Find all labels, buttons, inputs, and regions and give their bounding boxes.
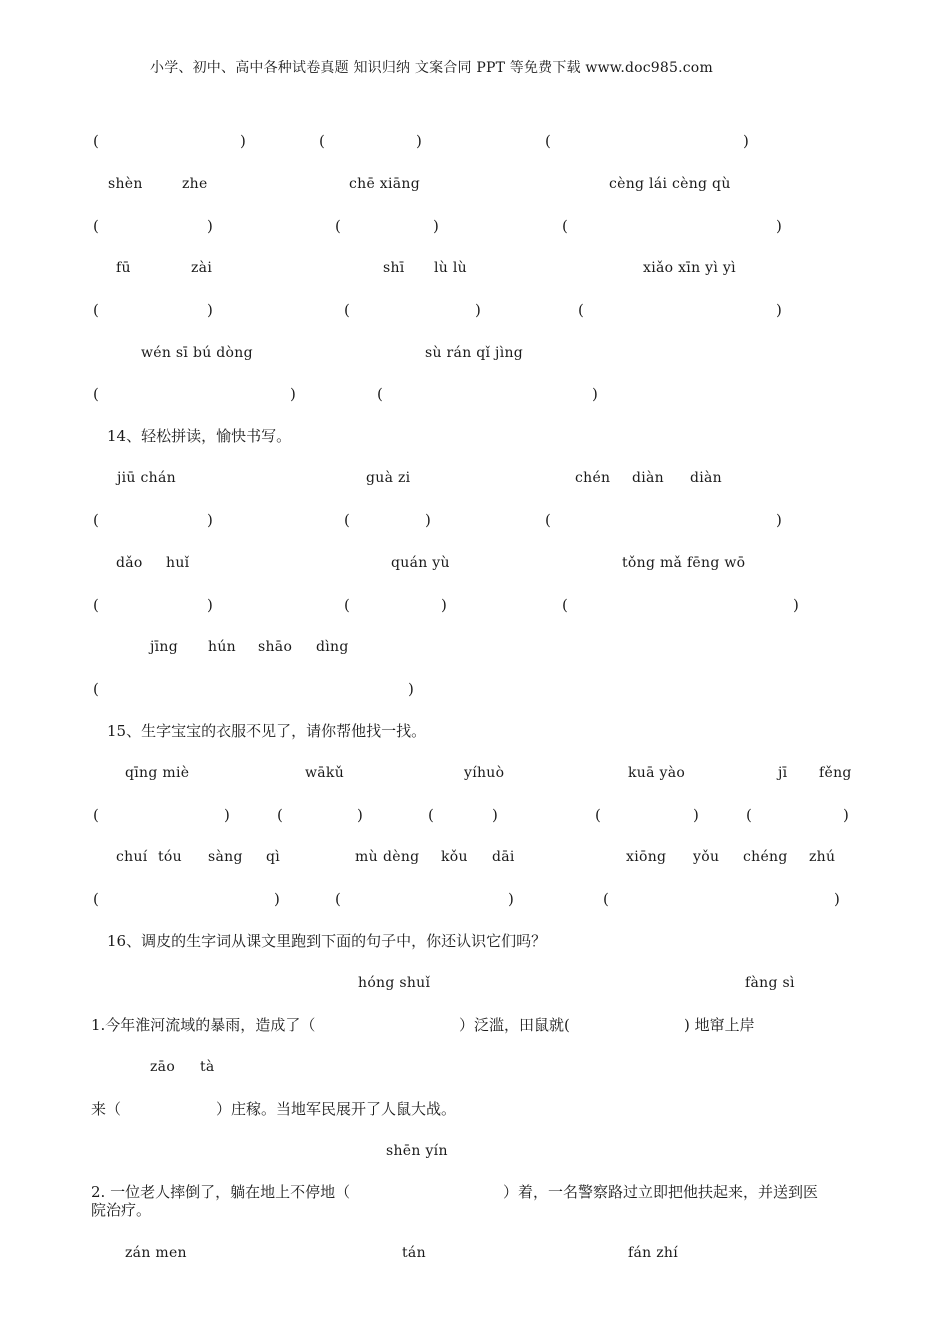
answer-paren-close: ) <box>843 806 849 824</box>
pinyin-prompt: lù lù <box>434 260 467 276</box>
answer-paren-open: ( <box>377 385 383 403</box>
pinyin-prompt: kǒu <box>441 849 468 865</box>
answer-paren-open: ( <box>562 596 568 614</box>
answer-paren-close: ) <box>290 385 296 403</box>
pinyin-prompt: shī <box>383 260 405 276</box>
sentence-text: ）庄稼。当地军民展开了人鼠大战。 <box>216 1100 457 1118</box>
answer-paren-close: ) <box>776 301 782 319</box>
answer-paren-open: ( <box>545 511 551 529</box>
pinyin-prompt: zán men <box>125 1245 187 1261</box>
pinyin-prompt: tà <box>200 1059 215 1075</box>
answer-paren-open: ( <box>93 301 99 319</box>
sentence-text: 2. 一位老人摔倒了，躺在地上不停地（ <box>91 1183 351 1201</box>
answer-paren-open: ( <box>746 806 752 824</box>
pinyin-prompt: fán zhí <box>628 1245 678 1261</box>
pinyin-prompt: zài <box>191 260 213 276</box>
answer-paren-open: ( <box>93 132 99 150</box>
answer-paren-open: ( <box>595 806 601 824</box>
pinyin-prompt: yǒu <box>693 849 720 865</box>
answer-paren-open: ( <box>93 217 99 235</box>
pinyin-prompt: guà zi <box>366 470 411 486</box>
answer-paren-close: ) <box>592 385 598 403</box>
pinyin-prompt: hún <box>208 639 236 655</box>
answer-paren-close: ) <box>357 806 363 824</box>
pinyin-prompt: xiǎo xīn yì yì <box>643 260 736 276</box>
pinyin-prompt: wén sī bú dòng <box>141 345 253 361</box>
answer-paren-open: ( <box>578 301 584 319</box>
pinyin-prompt: qīng miè <box>125 765 190 781</box>
answer-paren-close: ) <box>433 217 439 235</box>
pinyin-prompt: kuā yào <box>628 765 686 781</box>
pinyin-prompt: qì <box>266 849 281 865</box>
pinyin-prompt: quán yù <box>391 555 450 571</box>
pinyin-prompt: fàng sì <box>745 975 795 991</box>
answer-paren-close: ) <box>508 890 514 908</box>
answer-paren-close: ) <box>834 890 840 908</box>
pinyin-prompt: dāi <box>492 849 515 865</box>
answer-paren-close: ) <box>408 680 414 698</box>
answer-paren-close: ) <box>274 890 280 908</box>
pinyin-prompt: yíhuò <box>464 765 505 781</box>
sentence-text: 1.今年淮河流域的暴雨，造成了（ <box>91 1016 316 1034</box>
pinyin-prompt: mù <box>355 849 378 865</box>
pinyin-prompt: chē xiāng <box>349 176 420 192</box>
answer-paren-open: ( <box>545 132 551 150</box>
answer-paren-close: ) <box>224 806 230 824</box>
pinyin-prompt: tǒng mǎ fēng wō <box>622 555 746 571</box>
sentence-text: ) 地窜上岸 <box>684 1016 755 1034</box>
pinyin-prompt: wākǔ <box>305 765 345 781</box>
answer-paren-close: ) <box>743 132 749 150</box>
pinyin-prompt: diàn <box>690 470 723 486</box>
sentence-text: 院治疗。 <box>91 1201 152 1219</box>
pinyin-prompt: cèng lái cèng qù <box>609 176 731 192</box>
answer-paren-open: ( <box>93 806 99 824</box>
question-title: 15、生字宝宝的衣服不见了，请你帮他找一找。 <box>107 722 427 740</box>
answer-paren-open: ( <box>277 806 283 824</box>
pinyin-prompt: shāo <box>258 639 293 655</box>
pinyin-prompt: diàn <box>632 470 665 486</box>
question-title: 16、调皮的生字词从课文里跑到下面的句子中，你还认识它们吗？ <box>107 932 547 950</box>
answer-paren-open: ( <box>93 511 99 529</box>
answer-paren-close: ) <box>492 806 498 824</box>
answer-paren-close: ) <box>441 596 447 614</box>
answer-paren-close: ) <box>475 301 481 319</box>
answer-paren-open: ( <box>335 217 341 235</box>
pinyin-prompt: tán <box>402 1245 426 1261</box>
pinyin-prompt: chéng <box>743 849 788 865</box>
pinyin-prompt: jīng <box>150 639 178 655</box>
pinyin-prompt: jiū chán <box>117 470 176 486</box>
answer-paren-close: ) <box>207 217 213 235</box>
page-header: 小学、初中、高中各种试卷真题 知识归纳 文案合同 PPT 等免费下载 www.doc985.com <box>150 60 713 76</box>
answer-paren-open: ( <box>93 680 99 698</box>
pinyin-prompt: hóng shuǐ <box>358 975 431 991</box>
pinyin-prompt: dèng <box>383 849 420 865</box>
answer-paren-open: ( <box>93 385 99 403</box>
answer-paren-close: ) <box>776 217 782 235</box>
answer-paren-open: ( <box>93 596 99 614</box>
answer-paren-close: ) <box>207 301 213 319</box>
pinyin-prompt: zāo <box>150 1059 176 1075</box>
pinyin-prompt: shēn yín <box>386 1143 448 1159</box>
answer-paren-open: ( <box>344 301 350 319</box>
sentence-text: ）泛滥，田鼠就( <box>459 1016 570 1034</box>
answer-paren-close: ) <box>693 806 699 824</box>
pinyin-prompt: dìng <box>316 639 349 655</box>
sentence-text: 来（ <box>91 1100 122 1118</box>
sentence-text: ）着，一名警察路过立即把他扶起来，并送到医 <box>503 1183 819 1201</box>
answer-paren-close: ) <box>240 132 246 150</box>
answer-paren-close: ) <box>425 511 431 529</box>
answer-paren-open: ( <box>428 806 434 824</box>
pinyin-prompt: zhú <box>809 849 836 865</box>
answer-paren-close: ) <box>207 596 213 614</box>
pinyin-prompt: sù rán qǐ jìng <box>425 345 524 361</box>
answer-paren-open: ( <box>603 890 609 908</box>
pinyin-prompt: dǎo <box>116 555 143 571</box>
pinyin-prompt: zhe <box>182 176 208 192</box>
answer-paren-open: ( <box>319 132 325 150</box>
answer-paren-close: ) <box>416 132 422 150</box>
answer-paren-close: ) <box>776 511 782 529</box>
pinyin-prompt: chuí <box>116 849 148 865</box>
pinyin-prompt: sàng <box>208 849 243 865</box>
answer-paren-open: ( <box>93 890 99 908</box>
answer-paren-open: ( <box>335 890 341 908</box>
pinyin-prompt: xiōng <box>626 849 667 865</box>
answer-paren-open: ( <box>562 217 568 235</box>
pinyin-prompt: shèn <box>108 176 143 192</box>
answer-paren-open: ( <box>344 596 350 614</box>
pinyin-prompt: tóu <box>158 849 182 865</box>
pinyin-prompt: chén <box>575 470 611 486</box>
pinyin-prompt: fěng <box>819 765 852 781</box>
answer-paren-close: ) <box>207 511 213 529</box>
pinyin-prompt: jī <box>778 765 788 781</box>
pinyin-prompt: fū <box>116 260 131 276</box>
question-title: 14、轻松拼读，愉快书写。 <box>107 427 292 445</box>
answer-paren-close: ) <box>793 596 799 614</box>
answer-paren-open: ( <box>344 511 350 529</box>
pinyin-prompt: huǐ <box>166 555 190 571</box>
